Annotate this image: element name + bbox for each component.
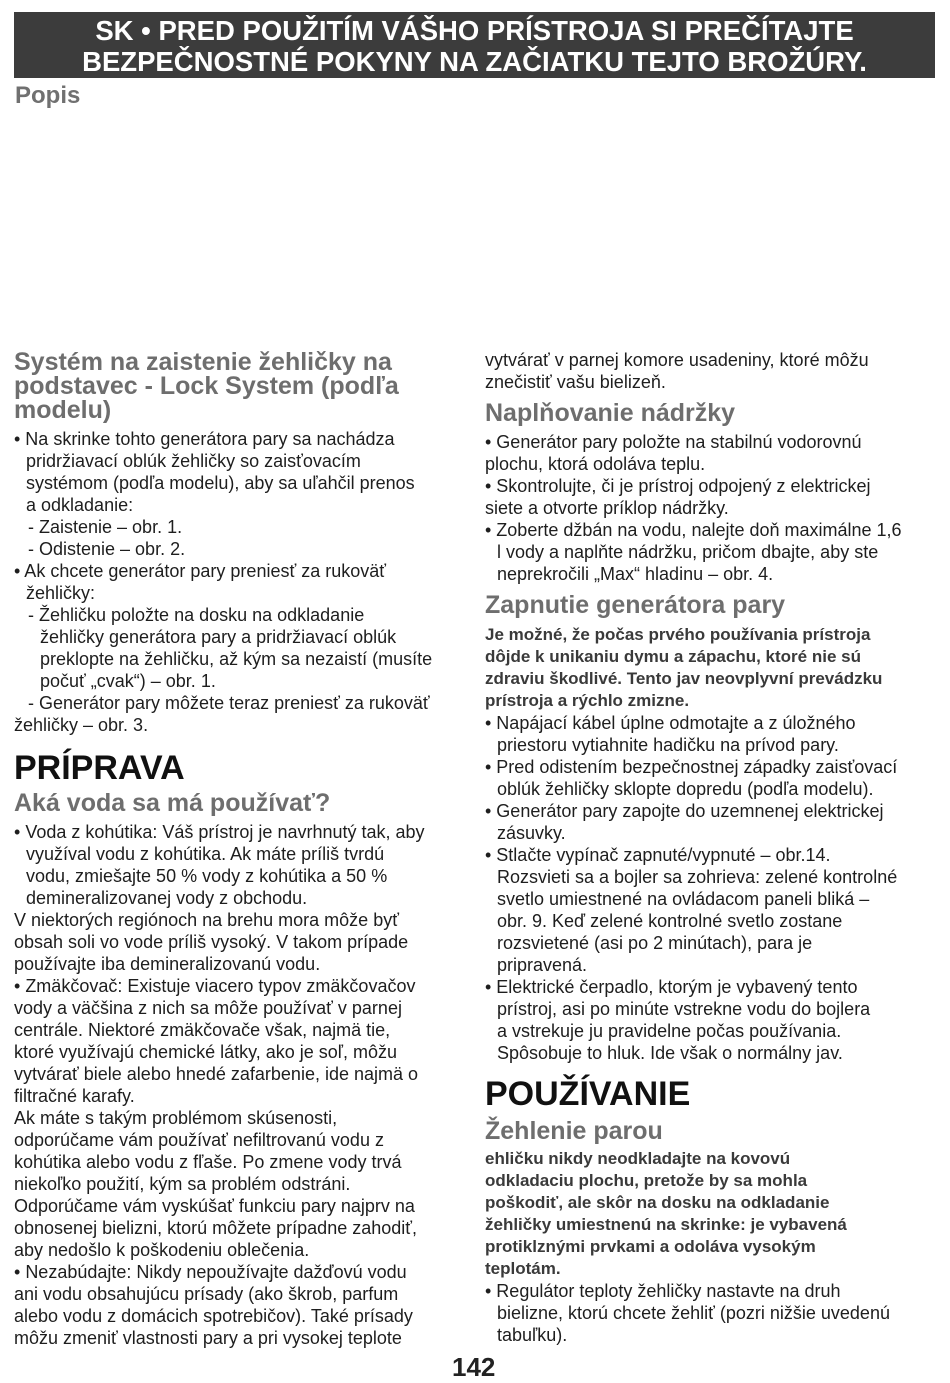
text-fragment: Existuje viacero typov zmäkčovačov: [122, 976, 416, 996]
text-line: neprekročili „Max“ hladinu – obr. 4.: [497, 564, 774, 584]
text-line: rozsvietené (asi po 2 minútach), para je: [497, 933, 813, 953]
lock-heading-line: modelu): [14, 396, 112, 424]
text-line: V niektorých regiónoch na brehu mora môže byť: [14, 910, 399, 930]
text-line: - Generátor pary môžete teraz preniesť za rukoväť: [28, 693, 430, 713]
text-line: vytvárať biele alebo hnedé zafarbenie, ide najmä o: [14, 1064, 419, 1084]
section-title-popis: Popis: [15, 82, 81, 109]
text-line: - Odistenie – obr. 2.: [28, 539, 186, 559]
text-line: obnosenej bielizni, ktorú môžete prípadne zahodiť,: [14, 1218, 418, 1238]
text-line: vytvárať v parnej komore usadeniny, ktoré môžu: [485, 350, 869, 370]
water-heading: Aká voda sa má používať?: [14, 789, 331, 817]
fill-text: [485, 431, 902, 585]
text-line: centrále. Niektoré zmäkčovače však, najmä tie,: [14, 1020, 391, 1040]
lock-text: [14, 428, 432, 736]
text-line: systémom (podľa modelu), aby sa uľahčil prenos: [26, 473, 415, 493]
text-line: odporúčame vám používať nefiltrovanú vodu z: [14, 1130, 384, 1150]
bold-line: žehličky umiestnenú na skrinke: je vybavená: [485, 1215, 847, 1234]
text-line: kohútika alebo vodu z fľaše. Po zmene vody trvá: [14, 1152, 402, 1172]
text-line: prístroj, asi po minúte vstrekne vodu do bojlera: [497, 999, 871, 1019]
text-line: • Skontrolujte, či je prístroj odpojený z elektrickej: [485, 476, 871, 496]
text-line: bielizne, ktorú chcete žehliť (pozri nižšie uvedenú: [497, 1303, 890, 1323]
text-line: oblúk žehličky sklopte dopredu (podľa modelu).: [497, 779, 874, 799]
text-line: preklopte na žehličku, až kým sa nezaistí (musíte: [40, 649, 433, 669]
text-line: pridržiavací oblúk žehličky so zaisťovacím: [26, 451, 361, 471]
text-line: obr. 9. Keď zelené kontrolné svetlo zostane: [497, 911, 843, 931]
text-line: žehličky – obr. 3.: [14, 715, 149, 735]
bold-line: Je možné, že počas prvého používania prístroja: [485, 625, 871, 644]
text-line: - Zaistenie – obr. 1.: [28, 517, 183, 537]
water-label-tap: Voda z kohútika:: [25, 822, 158, 842]
water-label-reminder: Nezabúdajte:: [25, 1262, 132, 1282]
text-line: • Voda z kohútika: Váš prístroj je navrhnutý tak, aby: [14, 822, 425, 842]
page-number: 142: [452, 1352, 496, 1382]
text-line: žehličky:: [26, 583, 96, 603]
water-text: [14, 821, 425, 1349]
heading-pouzivanie: POUŽÍVANIE: [485, 1075, 691, 1113]
text-line: • Ak chcete generátor pary preniesť za rukoväť: [14, 561, 386, 581]
bold-line: protiklznými prvkami a odoláva vysokým: [485, 1237, 816, 1256]
on-text: [485, 712, 897, 1064]
text-line: žehličky generátora pary a pridržiavací oblúk: [40, 627, 397, 647]
safety-banner: [14, 12, 935, 78]
text-line: • Nezabúdajte: Nikdy nepoužívajte dažďovú vodu: [14, 1262, 407, 1282]
text-line: - Žehličku položte na dosku na odkladanie: [28, 605, 365, 625]
text-line: ktoré využívajú chemické látky, ako je soľ, môžu: [14, 1042, 398, 1062]
bold-line: zdraviu škodlivé. Tento jav neovplyvní prevádzku: [485, 669, 883, 688]
text-line: niekoľko použití, kým sa problém odstráni.: [14, 1174, 351, 1194]
text-line: • Zmäkčovač: Existuje viacero typov zmäkčovačov: [14, 976, 416, 996]
text-line: obsah soli vo vode príliš vysoký. V takom prípade: [14, 932, 409, 952]
text-line: Ak máte s takým problémom skúsenosti,: [14, 1108, 338, 1128]
text-line: znečistiť vašu bielizeň.: [485, 372, 666, 392]
on-heading: Zapnutie generátora pary: [485, 591, 786, 619]
text-line: demineralizovanej vody z obchodu.: [26, 888, 308, 908]
on-warning: [485, 624, 882, 712]
text-line: • Na skrinke tohto generátora pary sa nachádza: [14, 429, 395, 449]
text-line: Rozsvieti sa a bojler sa zohrieva: zelené kontrolné: [497, 867, 898, 887]
bold-line: prístroja a rýchlo zmizne.: [485, 691, 690, 710]
text-line: plochu, ktorá odoláva teplu.: [485, 454, 706, 474]
bold-line: teplotám.: [485, 1259, 561, 1278]
text-line: • Generátor pary zapojte do uzemnenej elektrickej: [485, 801, 884, 821]
text-line: vodu, zmiešajte 50 % vody z kohútika a 50 %: [26, 866, 388, 886]
text-line: • Pred odistením bezpečnostnej západky zaisťovací: [485, 757, 898, 777]
steam-warning: [485, 1148, 847, 1280]
text-line: • Regulátor teploty žehličky nastavte na druh: [485, 1281, 841, 1301]
text-line: ani vodu obsahujúcu prísady (ako škrob, parfum: [14, 1284, 399, 1304]
text-line: alebo vodu z domácich spotrebičov). Také prísady: [14, 1306, 413, 1326]
text-line: svetlo umiestnené na ovládacom paneli bliká –: [497, 889, 870, 909]
banner-line-1: SK • PRED POUŽITÍM VÁŠHO PRÍSTROJA SI PREČÍTAJTE: [95, 15, 854, 46]
text-line: a odkladanie:: [26, 495, 134, 515]
lock-heading-line: Systém na zaistenie žehličky na: [14, 348, 392, 376]
continued-text: [485, 349, 869, 393]
heading-priprava: PRÍPRAVA: [14, 749, 185, 787]
text-line: môžu zmeniť vlastnosti pary a pri vysokej teplote: [14, 1328, 402, 1348]
text-line: počuť „cvak“) – obr. 1.: [40, 671, 216, 691]
lock-heading-line: podstavec - Lock System (podľa: [14, 372, 399, 400]
text-line: siete a otvorte príklop nádržky.: [485, 498, 729, 518]
text-line: • Napájací kábel úplne odmotajte a z úložného: [485, 713, 856, 733]
text-line: aby nedošlo k poškodeniu oblečenia.: [14, 1240, 310, 1260]
text-line: • Stlačte vypínač zapnuté/vypnuté – obr.14.: [485, 845, 831, 865]
text-line: a vstrekuje ju pravidelne počas používania.: [497, 1021, 842, 1041]
text-line: filtračné karafy.: [14, 1086, 135, 1106]
text-fragment: Nikdy nepoužívajte dažďovú vodu: [131, 1262, 407, 1282]
bold-line: poškodiť, ale skôr na dosku na odkladanie: [485, 1193, 830, 1212]
text-line: • Generátor pary položte na stabilnú vodorovnú: [485, 432, 862, 452]
lock-heading: [14, 350, 470, 422]
text-line: Spôsobuje to hluk. Ide však o normálny jav.: [497, 1043, 843, 1063]
text-line: tabuľku).: [497, 1325, 568, 1345]
steam-text: [485, 1280, 890, 1346]
fill-heading: Naplňovanie nádržky: [485, 399, 736, 427]
water-label-softener: Zmäkčovač:: [25, 976, 123, 996]
text-fragment: Váš prístroj je navrhnutý tak, aby: [157, 822, 425, 842]
text-line: využíval vodu z kohútika. Ak máte príliš tvrdú: [26, 844, 385, 864]
text-line: pripravená.: [497, 955, 588, 975]
text-line: Odporúčame vám vyskúšať funkciu pary najprv na: [14, 1196, 415, 1216]
bold-line: dôjde k unikaniu dymu a zápachu, ktoré nie sú: [485, 647, 861, 666]
steam-heading: Žehlenie parou: [485, 1117, 663, 1145]
text-line: zásuvky.: [497, 823, 566, 843]
text-line: • Elektrické čerpadlo, ktorým je vybavený tento: [485, 977, 858, 997]
text-line: l vody a naplňte nádržku, pričom dbajte, aby ste: [497, 542, 879, 562]
text-line: • Zoberte džbán na vodu, nalejte doň maximálne 1,6: [485, 520, 902, 540]
banner-line-2: BEZPEČNOSTNÉ POKYNY NA ZAČIATKU TEJTO BROŽÚRY.: [82, 46, 867, 77]
bold-line: odkladaciu plochu, pretože by sa mohla: [485, 1171, 808, 1190]
bold-line: ehličku nikdy neodkladajte na kovovú: [485, 1149, 791, 1168]
text-line: používajte iba demineralizovanú vodu.: [14, 954, 321, 974]
text-line: vody a väčšina z nich sa môže používať v parnej: [14, 998, 402, 1018]
text-line: priestoru vytiahnite hadičku na prívod pary.: [497, 735, 839, 755]
